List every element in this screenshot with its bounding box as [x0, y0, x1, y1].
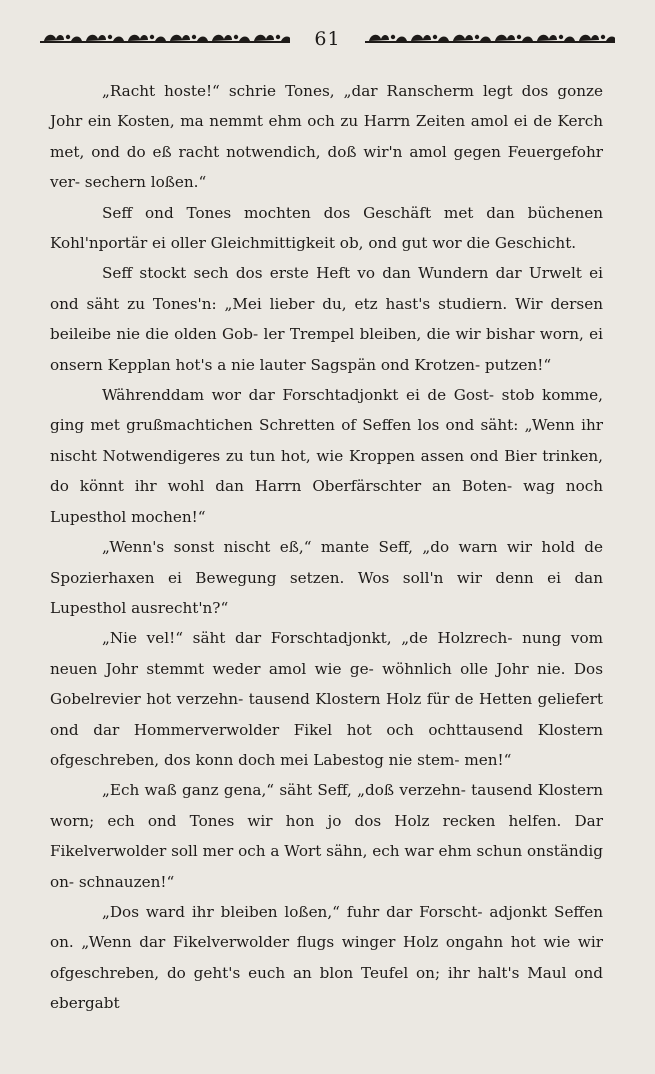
page-header: [40, 22, 615, 56]
page-number: 61: [314, 28, 341, 50]
paragraph: „Wenn's sonst nischt eß,“ mante Seff, „do warn wir hold de Spozierhaxen ei Bewegung setzen. Wos soll'n wir denn ei dan Lupesthol ausrecht'n?“: [50, 538, 603, 617]
paragraph: „Ech waß ganz gena,“ säht Seff, „doß verzehn- tausend Klostern worn; ech ond Tones wir hon jo dos Holz recken helfen. Dar Fikelverwolder soll mer och a Wort sähn, ech war ehm schun onständig on- schnauzen!“: [50, 781, 603, 891]
left-ornament-icon: [40, 30, 290, 48]
paragraph: „Nie vel!“ säht dar Forschtadjonkt, „de Holzrech- nung vom neuen Johr stemmt weder amol wie ge- wöhnlich olle Johr nie. Dos Gobelrevier hot verzehn- tausend Klostern Holz für de Hetten geliefert ond dar Hommerverwolder Fikel hot och ochttausend Klostern ofgeschreben, dos konn doch mei Labestog nie stem- men!“: [50, 629, 603, 769]
right-ornament-icon: [365, 30, 615, 48]
paragraph: „Dos ward ihr bleiben loßen,“ fuhr dar Forscht- adjonkt Seffen on. „Wenn dar Fikelverwolder flugs winger Holz ongahn hot wie wir ofgeschreben, do geht's euch an blon Teufel on; ihr halt's Maul ond ebergabt: [50, 902, 603, 1013]
paragraph: Seff stockt sech dos erste Heft vo dan Wundern dar Urwelt ei ond säht zu Tones'n: „Mei lieber du, etz hast's studiern. Wir dersen beileibe nie die olden Gob- ler Trempel bleiben, die wir bishar worn, ei onsern Kepplan hot's a nie lauter Sagspän ond Krotzen- putzen!“: [50, 264, 603, 374]
page-body: [50, 76, 603, 1019]
paragraph: Währenddam wor dar Forschtadjonkt ei de Gost- stob komme, ging met grußmachtichen Schretten of Seffen los ond säht: „Wenn ihr nischt Notwendigeres zu tun hot, wie Kroppen assen ond Bier trinken, do könnt ihr wohl dan Harrn Oberfärschter an Boten- wag noch Lupesthol mochen!“: [50, 386, 603, 526]
paragraph: Seff ond Tones mochten dos Geschäft met dan büchenen Kohl'nportär ei oller Gleichmittigkeit ob, ond gut wor die Geschicht.: [50, 203, 603, 253]
paragraph: „Racht hoste!“ schrie Tones, „dar Ranscherm legt dos gonze Johr ein Kosten, ma nemmt ehm och zu Harrn Zeiten amol ei de Kerch met, ond do eß racht notwendich, doß wir'n amol gegen Feuergefohr ver- sechern loßen.“: [50, 82, 603, 192]
